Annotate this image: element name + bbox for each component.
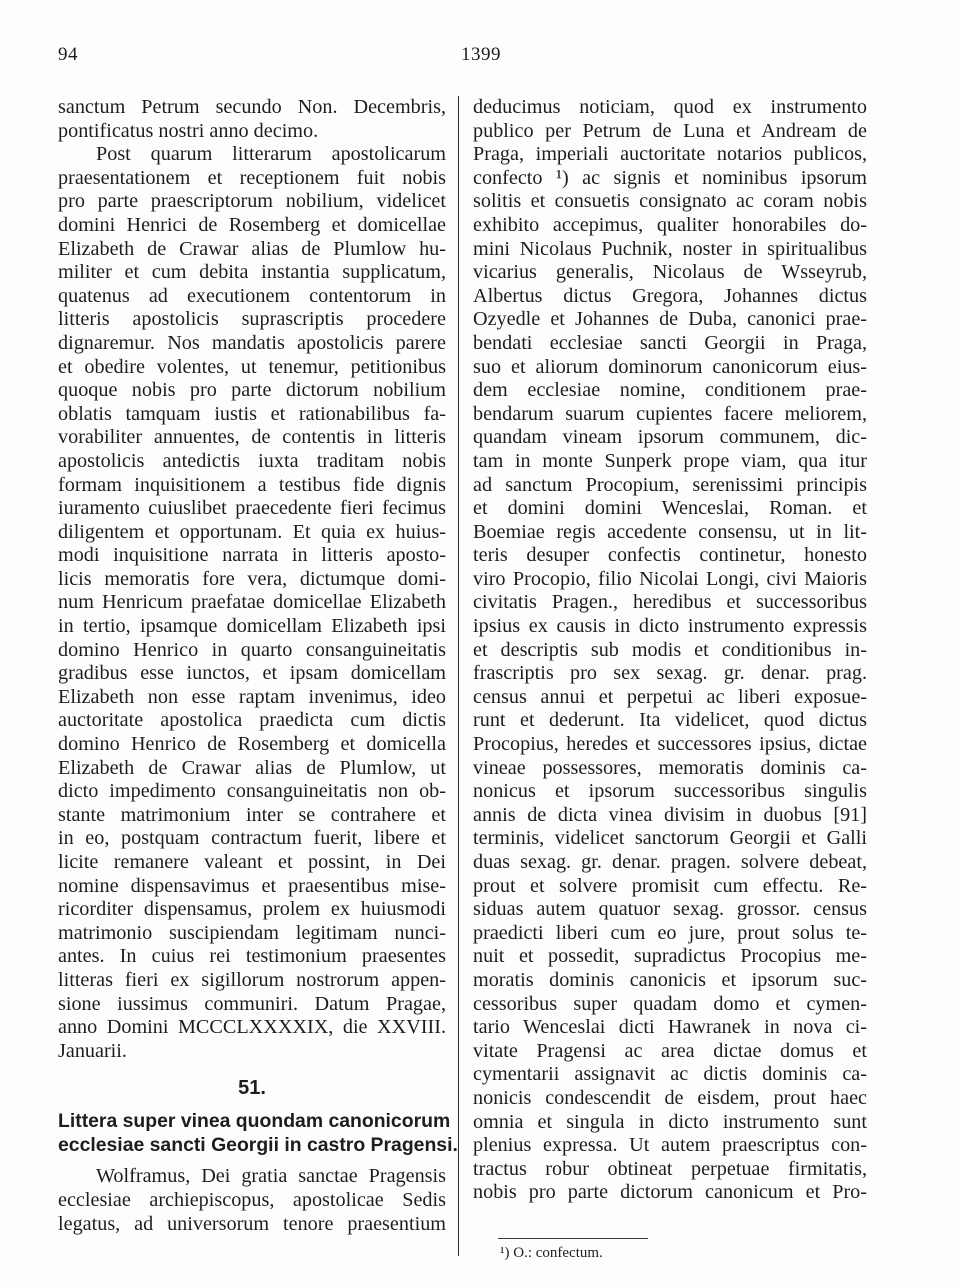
text-line: annis de dicta vinea divisim in duobus [91]: [473, 803, 867, 826]
text-line: ricorditer dispensamus, prolem ex huiusmodi: [58, 898, 446, 921]
text-line: Praga, imperiali auctoritate notarios publicos,: [473, 143, 867, 166]
text-line: licis memoratis fore vera, dictumque domi-: [58, 567, 446, 590]
text-line: suo et aliorum dominorum canonicorum eius-: [473, 355, 867, 378]
text-line: diligentem et opportunam. Et quia ex huius-: [58, 520, 446, 543]
page-header: [52, 44, 910, 74]
text-line: et obedire volentes, ut tenemur, petitionibus: [58, 355, 446, 378]
text-line: nonicus et ipsorum successoribus singulis: [473, 780, 867, 803]
running-head-year: 1399: [461, 44, 501, 65]
text-line: Ozyedle et Johannes de Duba, canonici prae-: [473, 308, 867, 331]
text-line: Elizabeth de Crawar alias de Plumlow hu-: [58, 237, 446, 260]
text-line: cessoribus super quadam domo et cymen-: [473, 992, 867, 1015]
text-line: quoque nobis pro parte dictorum nobilium: [58, 379, 446, 402]
text-line: census annui et perpetui ac liberi exposue-: [473, 685, 867, 708]
text-line: iuramento cuiuslibet praecedente fieri fecimus: [58, 497, 446, 520]
text-line: in tertio, ipsamque domicellam Elizabeth ipsi: [58, 615, 446, 638]
text-line: prout et solvere promisit cum effectu. Re-: [473, 874, 867, 897]
text-line: nuit et possedit, supradictus Procopius me-: [473, 945, 867, 968]
text-line: tractus robur obtineat perpetuae firmitatis,: [473, 1157, 867, 1180]
text-line: modi inquisitione narrata in litteris aposto-: [58, 544, 446, 567]
text-line: civitatis Pragen., heredibus et successoribus: [473, 591, 867, 614]
text-line: domino Henrico in quarto consanguineitatis: [58, 638, 446, 661]
text-line: matrimonio suscipiendam legitimam nunci-: [58, 921, 446, 944]
text-line: domini Henrici de Rosemberg et domicellae: [58, 213, 446, 236]
text-line: ipsius ex causis in dicto instrumento expressis: [473, 615, 867, 638]
text-line: mini Nicolaus Puchnik, noster in spiritualibus: [473, 237, 867, 260]
text-line: vorabiliter annuentes, de contentis in litteris: [58, 426, 446, 449]
text-line: anno Domini MCCCLXXXXIX, die XXVIII.: [58, 1016, 446, 1039]
text-line: vineae possessores, memoratis dominis ca-: [473, 756, 867, 779]
text-line: teris desuper confectis continetur, honesto: [473, 544, 867, 567]
text-line: Januarii.: [58, 1039, 127, 1062]
text-line: oblatis tamquam iustis et rationabilibus fa-: [58, 402, 446, 425]
text-line: confecto ¹) ac signis et nominibus ipsorum: [473, 166, 867, 189]
text-line: dignaremur. Nos mandatis apostolicis parere: [58, 331, 446, 354]
column-divider: [458, 96, 459, 1256]
text-line: Albertus dictus Gregora, Johannes dictus: [473, 284, 867, 307]
text-line: moratis dominis canonicis et ipsorum suc-: [473, 968, 867, 991]
text-line: quandam vineam ipsorum communem, dic-: [473, 426, 867, 449]
text-line: auctoritate apostolica praedicta cum dictis: [58, 709, 446, 732]
text-line: militer et cum debita instantia supplicatum,: [58, 261, 446, 284]
text-line: praesentationem et receptionem fuit nobis: [58, 166, 446, 189]
text-line: bendati ecclesiae sancti Georgii in Praga,: [473, 331, 867, 354]
text-line: num Henricum praefatae domicellae Elizabeth: [58, 591, 446, 614]
text-line: duas sexag. gr. denar. pragen. solvere debeat,: [473, 851, 867, 873]
text-line: dicto impedimento consanguineitatis non ob-: [58, 780, 446, 803]
text-line: in eo, postquam contractum fuerit, libere et: [58, 827, 446, 850]
text-line: formam inquisitionem a testibus fide dignis: [58, 473, 446, 496]
text-line: antes. In cuius rei testimonium praesentes: [58, 945, 446, 968]
text-line: legatus, ad universorum tenore praesentium: [58, 1212, 446, 1235]
text-line: Post quarum litterarum apostolicarum: [96, 143, 446, 166]
text-line: tario Wenceslai dicti Hawranek in nova ci-: [473, 1016, 867, 1039]
text-line: licite remanere valeant et possint, in Dei: [58, 851, 446, 873]
text-line: siduas autem quatuor sexag. grossor. census: [473, 898, 867, 921]
text-line: ecclesiae archiepiscopus, apostolicae Sedis: [58, 1188, 446, 1211]
text-line: publico per Petrum de Luna et Andream de: [473, 119, 867, 142]
text-line: bendarum suarum cupientes facere meliorem,: [473, 402, 867, 425]
left-column: [58, 96, 458, 1236]
text-line: ad sanctum Procopium, serenissimi principis: [473, 473, 867, 496]
right-column: [473, 96, 867, 1205]
text-line: gradibus esse iunctos, et ipsam domicellam: [58, 662, 446, 685]
text-line: exhibito accepimus, qualiter honorabiles do-: [473, 213, 867, 236]
text-line: plenius expressa. Ut autem praescriptus con-: [473, 1134, 867, 1157]
text-line: praedicti liberi cum eo jure, prout solus te-: [473, 921, 867, 944]
text-line: nobis pro parte dictorum canonicum et Pro-: [473, 1181, 867, 1204]
text-line: pontificatus nostri anno decimo.: [58, 119, 319, 142]
text-line: vicarius generalis, Nicolaus de Wsseyrub,: [473, 261, 867, 284]
text-line: sanctum Petrum secundo Non. Decembris,: [58, 96, 446, 118]
text-line: runt et dederunt. Ita videlicet, quod dictus: [473, 709, 867, 732]
text-line: omnia et singula in dicto instrumento sunt: [473, 1110, 867, 1133]
text-line: viro Procopio, filio Nicolai Longi, civi Maioris: [473, 567, 867, 590]
text-line: Elizabeth de Crawar alias de Plumlow, ut: [58, 756, 446, 779]
text-line: apostolicis antedictis iuxta traditam nobis: [58, 449, 446, 472]
text-line: quatenus ad executionem contentorum in: [58, 284, 446, 307]
text-line: nonicis condescendit de eisdem, prout haec: [473, 1086, 867, 1109]
text-line: et descriptis sub modis et conditionibus in-: [473, 638, 867, 661]
text-line: litteras fieri ex sigillorum nostrorum appen-: [58, 968, 446, 991]
text-line: Wolframus, Dei gratia sanctae Pragensis: [96, 1165, 446, 1188]
page-number: 94: [58, 44, 78, 65]
text-line: Elizabeth non esse raptam invenimus, ideo: [58, 685, 446, 708]
text-line: pro parte praescriptorum nobilium, videlicet: [58, 190, 446, 213]
text-line: sione iussimus communiri. Datum Pragae,: [58, 992, 446, 1015]
text-line: terminis, videlicet sanctorum Georgii et Galli: [473, 827, 867, 850]
text-line: Procopius, heredes et successores ipsius, dictae: [473, 733, 867, 756]
footnote-divider: [498, 1238, 648, 1239]
text-line: frascriptis pro sex sexag. gr. denar. prag.: [473, 662, 867, 685]
text-line: litteris apostolicis suprascriptis procedere: [58, 308, 446, 331]
document-title-line: Littera super vinea quondam canonicorum: [58, 1110, 451, 1133]
text-line: stante matrimonium inter se contrahere et: [58, 803, 446, 826]
text-line: nomine dispensavimus et praesentibus mise-: [58, 874, 446, 897]
text-line: tam in monte Sunperk prope viam, qua itur: [473, 449, 867, 472]
text-line: domino Henrico de Rosemberg et domicella: [58, 733, 446, 756]
footnote: ¹) O.: confectum.: [500, 1245, 603, 1261]
text-line: et domini domini Wenceslai, Roman. et: [473, 497, 867, 520]
text-line: vitate Pragensi ac area dictae domus et: [473, 1039, 867, 1062]
text-line: Boemiae regis accedente consensu, ut in lit-: [473, 520, 867, 543]
document-title-line: ecclesiae sancti Georgii in castro Pragensi.: [58, 1134, 458, 1157]
text-line: cymentarii assignavit ac dictis dominis ca-: [473, 1063, 867, 1086]
document-number: 51.: [238, 1077, 266, 1100]
text-line: dem ecclesiae nomine, conditionem prae-: [473, 379, 867, 402]
text-line: solitis et consuetis consignato ac coram nobis: [473, 190, 867, 213]
text-line: deducimus noticiam, quod ex instrumento: [473, 96, 867, 118]
